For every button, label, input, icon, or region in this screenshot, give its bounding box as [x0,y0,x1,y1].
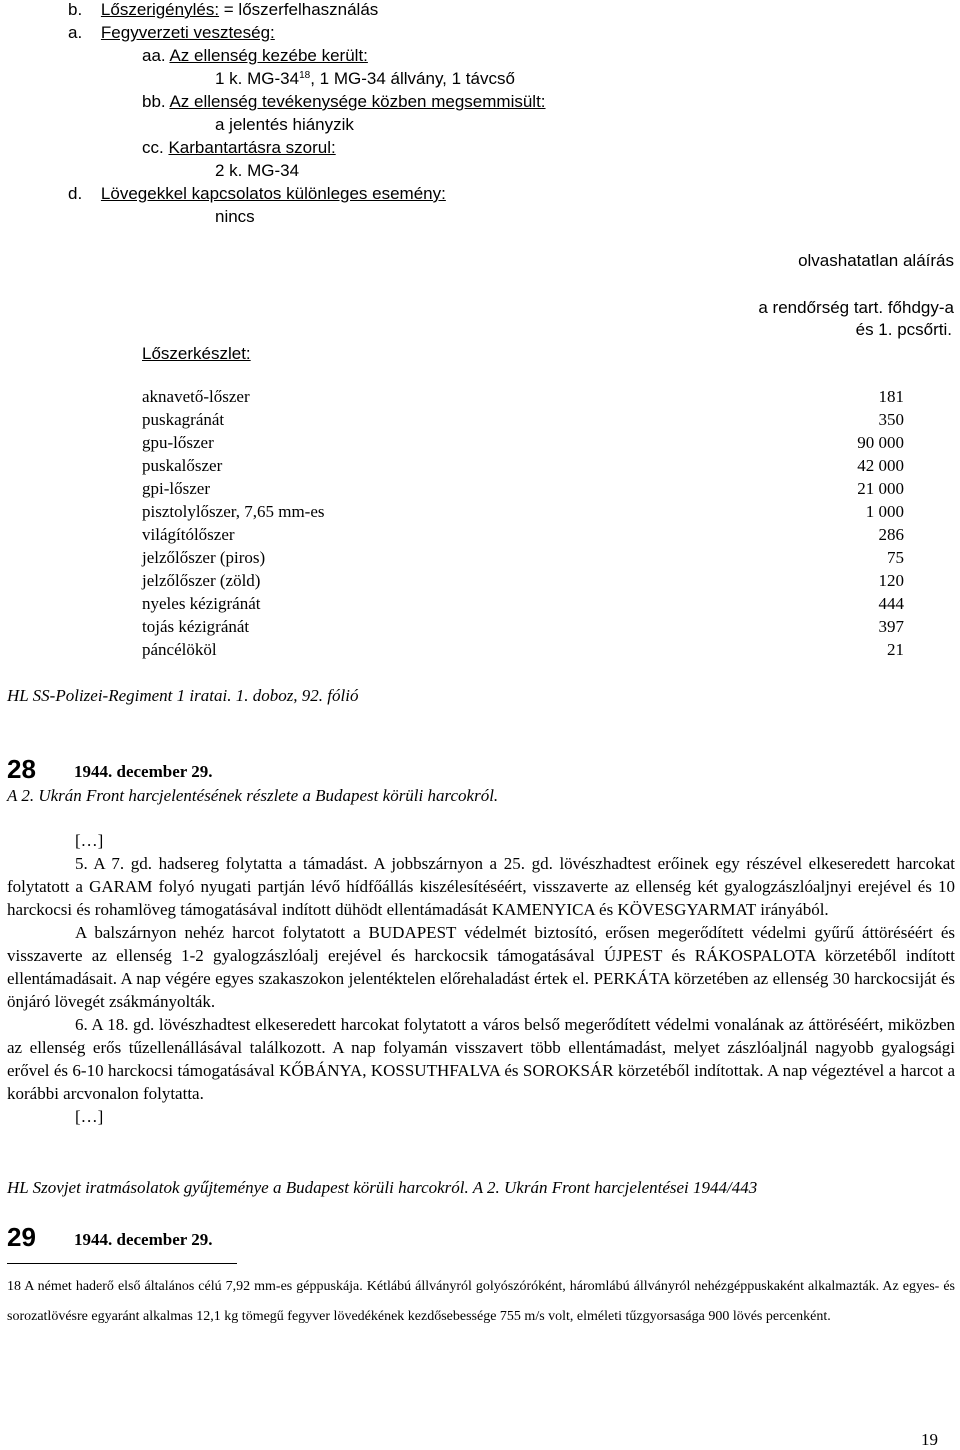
ammo-name: nyeles kézigránát [142,594,261,613]
ammo-name: jelzőlőszer (zöld) [142,571,261,590]
list-item-bb-value: a jelentés hiányzik [215,115,354,134]
ammo-row [142,523,904,546]
page-number: 19 [921,1430,938,1449]
ammo-qty: 90 000 [857,433,904,452]
document-date-28: 1944. december 29. [74,762,213,781]
ammo-name: jelzőlőszer (piros) [142,548,266,567]
ammo-qty: 397 [878,617,904,636]
source-citation-1: HL SS-Polizei-Regiment 1 iratai. 1. doboz, 92. fólió [7,686,359,705]
document-date-29: 1944. december 29. [74,1230,213,1249]
ammo-row [142,546,904,569]
list-item-d: d. Lövegekkel kapcsolatos különleges esemény: [68,184,446,203]
paragraph-6: 6. A 18. gd. lövészhadtest elkeseredett harcokat folytatott a város belső megerődített védelmi vonalának az áttöréséért, miközben az ellenség erős tűzellenállásával találkozott. A nap folyamán visszavert több ellentámadást, melyet zászlóaljnál nagyobb gyalogsági erővel és 6-10 harckocsi támogatásával KŐBÁNYA, KOSSUTHFALVA és SOROKSÁR körzetéből indítottak. A nap végeztével a harcot a korábbi arcvonalon folytatta. [7,1015,955,1103]
ammo-qty: 120 [878,571,904,590]
ammo-name: tojás kézigránát [142,617,250,636]
ammo-name: gpu-lőszer [142,433,214,452]
ammo-qty: 75 [887,548,904,567]
ammo-qty: 42 000 [857,456,904,475]
ammo-qty: 350 [878,410,904,429]
source-citation-2: HL Szovjet iratmásolatok gyűjteménye a Budapest körüli harcokról. A 2. Ukrán Front harcjelentései 1944/443 [7,1178,758,1197]
ammo-row [142,569,904,592]
ammo-row [142,477,904,500]
list-item-cc-value: 2 k. MG-34 [215,161,300,180]
list-item-a: a. Fegyverzeti veszteség: [68,23,275,42]
ammo-row [142,500,904,523]
ammo-name: világítólőszer [142,525,235,544]
list-item-d-value: nincs [215,207,255,226]
ellipsis-top: […] [75,831,104,850]
ammo-name: gpi-lőszer [142,479,210,498]
signature-line: olvashatatlan aláírás [798,251,954,270]
ammo-qty: 181 [878,387,904,406]
ammo-row [142,454,904,477]
ammo-row [142,385,904,408]
paragraph-5: 5. A 7. gd. hadsereg folytatta a támadást. A jobbszárnyon a 25. gd. lövészhadtest erőinek egy részével elkeseredett harcokat folytatott a GARAM folyó nyugati partján lévő hídfőállás kiszélesítéséért, visszaverte az ellenség két gyalogzászlóaljnyi erejével és 10 harckocsi és rohamlöveg támogatásával indított dühödt ellentámadását KAMENYICA és KÖVESGYARMAT irányából. [7,854,955,919]
ammo-row [142,408,904,431]
ammo-name: pisztolylőszer, 7,65 mm-es [142,502,325,521]
footnote-ref-18: 18 [299,70,311,81]
ammo-row [142,638,904,661]
ammo-qty: 286 [878,525,904,544]
ammo-qty: 1 000 [865,502,904,521]
report-body [7,829,955,1128]
document-title-28: A 2. Ukrán Front harcjelentésének részlete a Budapest körüli harcokról. [7,786,499,805]
list-item-b: b. Lőszerigénylés: = lőszerfelhasználás [68,0,379,19]
ammo-heading: Lőszerkészlet: [142,344,251,363]
list-item-aa: aa. Az ellenség kezébe került: [142,46,368,65]
ammo-qty: 21 [887,640,904,659]
ammo-table [142,385,904,661]
list-item-aa-value: 1 k. $MG-34^{18}$, 1 MG-34 állvány, 1 távcső [215,69,515,88]
document-number-29: 29 [7,1222,36,1252]
list-item-bb: bb. Az ellenség tevékenysége közben megsemmisült: [142,92,546,111]
ammo-name: puskalőszer [142,456,223,475]
ammo-name: páncélököl [142,640,217,659]
ammo-qty: 21 000 [857,479,904,498]
footnote-18: 18 A német haderő első általános célú 7,92 mm-es géppuskája. Kétlábú állványról golyószóróként, háromlábú állványról nehézgéppuskaként alkalmazták. Az egyes- és sorozatlövésre egyaránt alkalmas 12,1 kg tömegű fegyver lövedékének kezdősebessége 755 m/s volt, elméleti tűzgyorsasága 900 lövés percenként. [7,1279,955,1324]
ammo-row [142,431,904,454]
paragraph-left-wing: A balszárnyon nehéz harcot folytatott a BUDAPEST védelmét biztosító, erősen megerődített védelmi gyűrű áttöréséért és visszaverte az ellenség 1-2 gyalogzászlóalj erejével és harckocsik támogatásával ÚJPEST és RÁKOSPALOTA körzetéből indított ellentámadásait. A nap végére egyes szakaszokon jelentéktelen előrehaladást értek el. PERKÁTA körzetében az ellenség 30 harckocsiját és önjáró lövegét zsákmányolták. [7,923,955,1011]
footnote-separator [7,1263,237,1264]
ammo-name: puskagránát [142,410,225,429]
signature-title-1: a rendőrség tart. főhdgy-a [758,298,954,317]
list-item-cc: cc. Karbantartásra szorul: [142,138,336,157]
ammo-row [142,592,904,615]
signature-title-2: és 1. pcsőrti. [855,320,952,339]
ellipsis-bottom: […] [75,1107,104,1126]
document-number-28: 28 [7,754,36,784]
ammo-qty: 444 [878,594,904,613]
ammo-name: aknavető-lőszer [142,387,250,406]
ammo-row [142,615,904,638]
